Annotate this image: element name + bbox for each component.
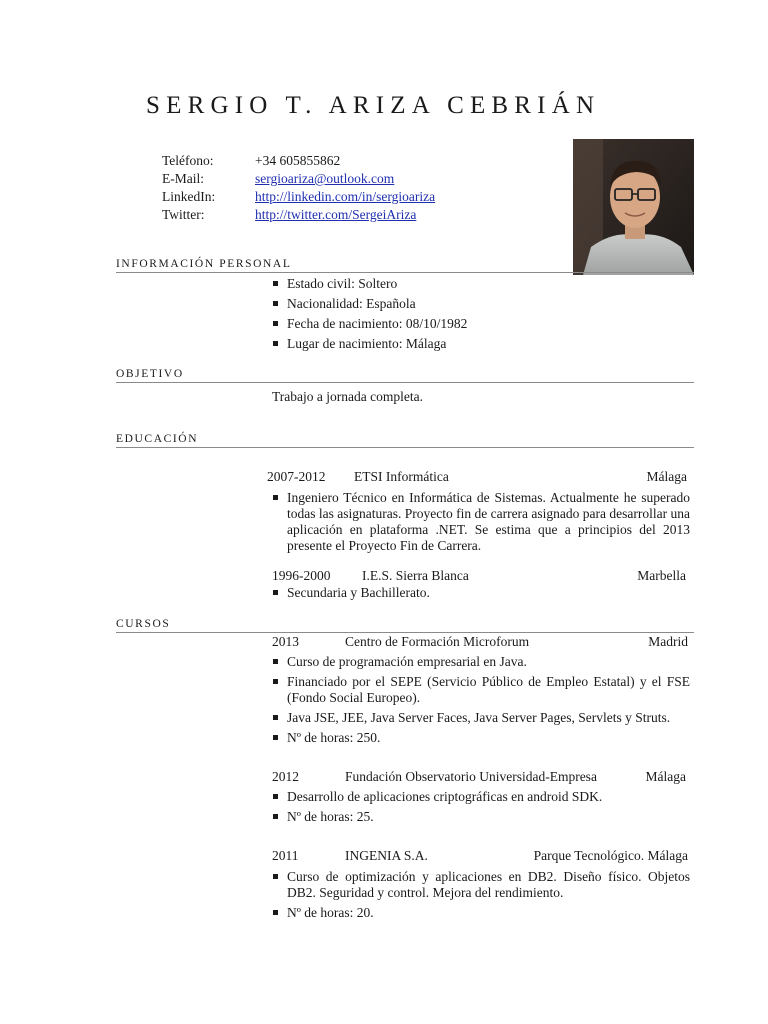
list-item: Nº de horas: 20. [272, 905, 690, 921]
course-entry-header [272, 634, 688, 652]
contact-block [162, 152, 435, 224]
entry-years: 2013 [272, 634, 299, 649]
entry-location: Parque Tecnológico. Málaga [533, 848, 688, 863]
contact-label: Teléfono: [162, 153, 214, 168]
entry-institution: Centro de Formación Microforum [345, 634, 530, 649]
section-personal-title: INFORMACIÓN PERSONAL [116, 258, 694, 273]
personal-info-list [272, 276, 692, 356]
contact-linkedin [162, 188, 435, 206]
section-education-title: EDUCACIÓN [116, 433, 694, 448]
phone-value: +34 605855862 [255, 153, 341, 168]
list-item: Lugar de nacimiento: Málaga [272, 336, 692, 352]
course-entry-items [272, 789, 690, 829]
entry-institution: ETSI Informática [354, 469, 449, 484]
candidate-name: SERGIO T. ARIZA CEBRIÁN [146, 92, 601, 119]
entry-institution: Fundación Observatorio Universidad-Empresa [345, 769, 597, 784]
entry-years: 2007-2012 [267, 469, 326, 484]
education-entry-header [272, 568, 686, 586]
contact-label: Twitter: [162, 207, 205, 222]
list-item: Estado civil: Soltero [272, 276, 692, 292]
course-entry-header [272, 769, 686, 787]
objective-text: Trabajo a jornada completa. [272, 389, 423, 404]
twitter-link[interactable]: http://twitter.com/SergeiAriza [255, 207, 417, 222]
education-entry-header [267, 469, 687, 487]
course-entry-items [272, 869, 690, 925]
list-item: Financiado por el SEPE (Servicio Público de Empleo Estatal) y el FSE (Fondo Social Europeo). [272, 674, 690, 706]
contact-label: E-Mail: [162, 171, 204, 186]
entry-institution: I.E.S. Sierra Blanca [362, 568, 469, 583]
list-item: Nº de horas: 25. [272, 809, 690, 825]
linkedin-link[interactable]: http://linkedin.com/in/sergioariza [255, 189, 436, 204]
entry-location: Málaga [646, 469, 687, 484]
entry-years: 2011 [272, 848, 299, 863]
profile-photo [573, 139, 694, 275]
portrait-illustration [573, 139, 694, 275]
list-item: Curso de optimización y aplicaciones en DB2. Diseño físico. Objetos DB2. Seguridad y control. Mejora del rendimiento. [272, 869, 690, 901]
entry-years: 2012 [272, 769, 299, 784]
list-item: Desarrollo de aplicaciones criptográficas en android SDK. [272, 789, 690, 805]
contact-label: LinkedIn: [162, 189, 216, 204]
entry-years: 1996-2000 [272, 568, 331, 583]
course-entry-items [272, 654, 690, 750]
list-item: Curso de programación empresarial en Java. [272, 654, 690, 670]
education-entry-items [272, 490, 690, 558]
entry-location: Marbella [637, 568, 686, 583]
section-objective-title: OBJETIVO [116, 368, 694, 383]
entry-location: Málaga [645, 769, 686, 784]
education-entry-items [272, 585, 690, 605]
contact-twitter [162, 206, 435, 224]
contact-email [162, 170, 435, 188]
list-item: Java JSE, JEE, Java Server Faces, Java Server Pages, Servlets y Struts. [272, 710, 690, 726]
list-item: Nacionalidad: Española [272, 296, 692, 312]
entry-institution: INGENIA S.A. [345, 848, 428, 863]
course-entry-header [272, 848, 688, 866]
list-item: Nº de horas: 250. [272, 730, 690, 746]
list-item: Secundaria y Bachillerato. [272, 585, 690, 601]
section-courses-title: CURSOS [116, 618, 694, 633]
list-item: Fecha de nacimiento: 08/10/1982 [272, 316, 692, 332]
entry-location: Madrid [648, 634, 688, 649]
email-link[interactable]: sergioariza@outlook.com [255, 171, 395, 186]
contact-phone [162, 152, 435, 170]
list-item: Ingeniero Técnico en Informática de Sistemas. Actualmente he superado todas las asignaturas. Proyecto fin de carrera asignado para desarrollar una aplicación en plataforma .NET. Se estima que a principios del 2013 presente el Proyecto Fin de Carrera. [272, 490, 690, 554]
